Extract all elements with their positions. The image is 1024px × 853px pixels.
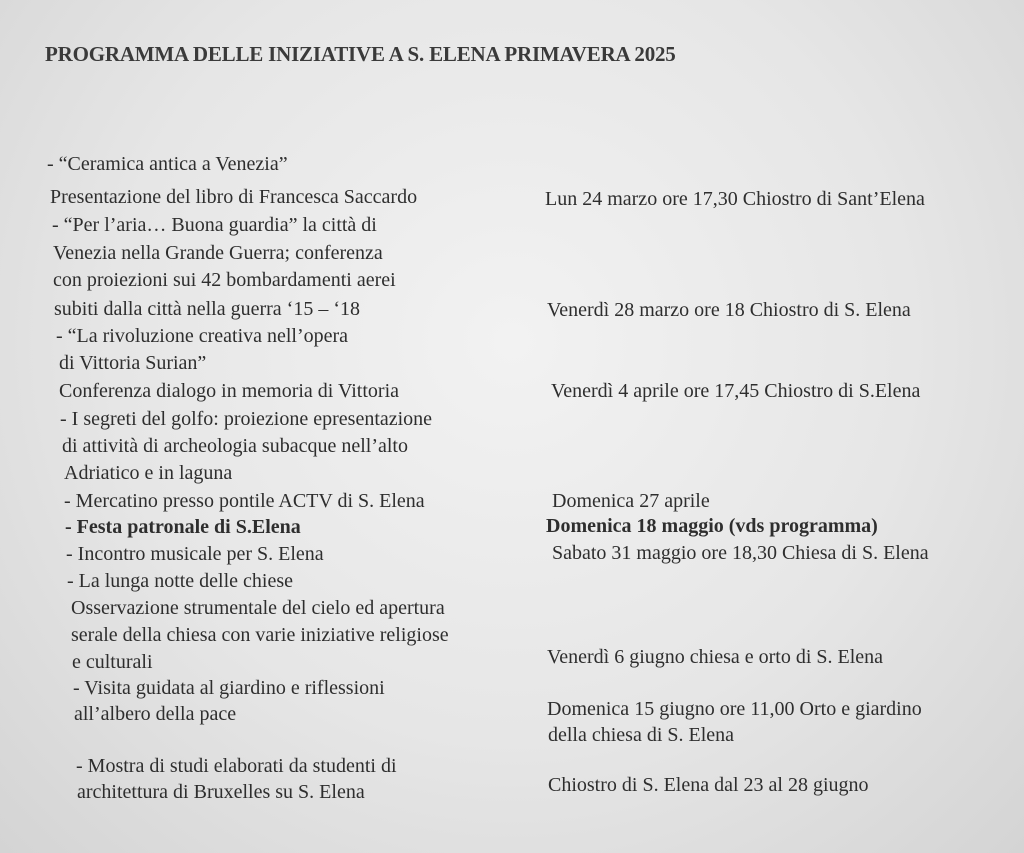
event-7-when-line-1: Sabato 31 maggio ore 18,30 Chiesa di S. Elena	[552, 542, 929, 564]
page-title: PROGRAMMA DELLE INIZIATIVE A S. ELENA PRIMAVERA 2025	[45, 42, 676, 66]
event-3-when-line-1: Venerdì 4 aprile ore 17,45 Chiostro di S.Elena	[551, 380, 921, 402]
event-9-desc-line-2: all’albero della pace	[74, 703, 237, 725]
event-8-desc-line-1: - La lunga notte delle chiese	[67, 570, 294, 592]
event-1-when-line-1: Lun 24 marzo ore 17,30 Chiostro di Sant’Elena	[545, 188, 925, 210]
event-2-desc-line-4: subiti dalla città nella guerra ‘15 – ‘18	[54, 298, 361, 320]
event-10-desc-line-1: - Mostra di studi elaborati da studenti di	[76, 755, 397, 777]
event-4-desc-line-1: - I segreti del golfo: proiezione epresentazione	[60, 408, 433, 430]
event-6-desc-line-1: - Festa patronale di S.Elena	[65, 516, 301, 538]
event-4-desc-line-2: di attività di archeologia subacque nell’alto	[62, 435, 408, 457]
event-9-when-line-2: della chiesa di S. Elena	[548, 724, 735, 746]
event-3-desc-line-3: Conferenza dialogo in memoria di Vittoria	[59, 380, 399, 402]
event-9-when-line-1: Domenica 15 giugno ore 11,00 Orto e giardino	[547, 698, 922, 720]
event-1-desc-line-1: - “Ceramica antica a Venezia”	[47, 153, 288, 175]
event-9-desc-line-1: - Visita guidata al giardino e riflessioni	[73, 677, 385, 699]
event-7-desc-line-1: - Incontro musicale per S. Elena	[66, 543, 324, 565]
event-8-desc-line-2: Osservazione strumentale del cielo ed apertura	[71, 597, 445, 619]
event-3-desc-line-1: - “La rivoluzione creativa nell’opera	[56, 325, 349, 347]
event-5-when-line-1: Domenica 27 aprile	[552, 490, 710, 512]
event-3-desc-line-2: di Vittoria Surian”	[59, 352, 207, 374]
event-8-when-line-1: Venerdì 6 giugno chiesa e orto di S. Elena	[547, 646, 884, 668]
event-1-desc-line-2: Presentazione del libro di Francesca Saccardo	[50, 186, 418, 208]
event-2-when-line-1: Venerdì 28 marzo ore 18 Chiostro di S. Elena	[547, 299, 911, 321]
event-2-desc-line-2: Venezia nella Grande Guerra; conferenza	[53, 242, 383, 264]
event-2-desc-line-3: con proiezioni sui 42 bombardamenti aerei	[53, 269, 396, 291]
event-8-desc-line-4: e culturali	[72, 651, 153, 673]
event-6-when-line-1: Domenica 18 maggio (vds programma)	[546, 515, 878, 537]
event-4-desc-line-3: Adriatico e in laguna	[64, 462, 233, 484]
event-10-desc-line-2: architettura di Bruxelles su S. Elena	[77, 781, 365, 803]
event-2-desc-line-1: - “Per l’aria… Buona guardia” la città di	[52, 214, 377, 236]
event-10-when-line-1: Chiostro di S. Elena dal 23 al 28 giugno	[548, 774, 869, 796]
event-5-desc-line-1: - Mercatino presso pontile ACTV di S. Elena	[64, 490, 425, 512]
event-8-desc-line-3: serale della chiesa con varie iniziative religiose	[71, 624, 449, 646]
